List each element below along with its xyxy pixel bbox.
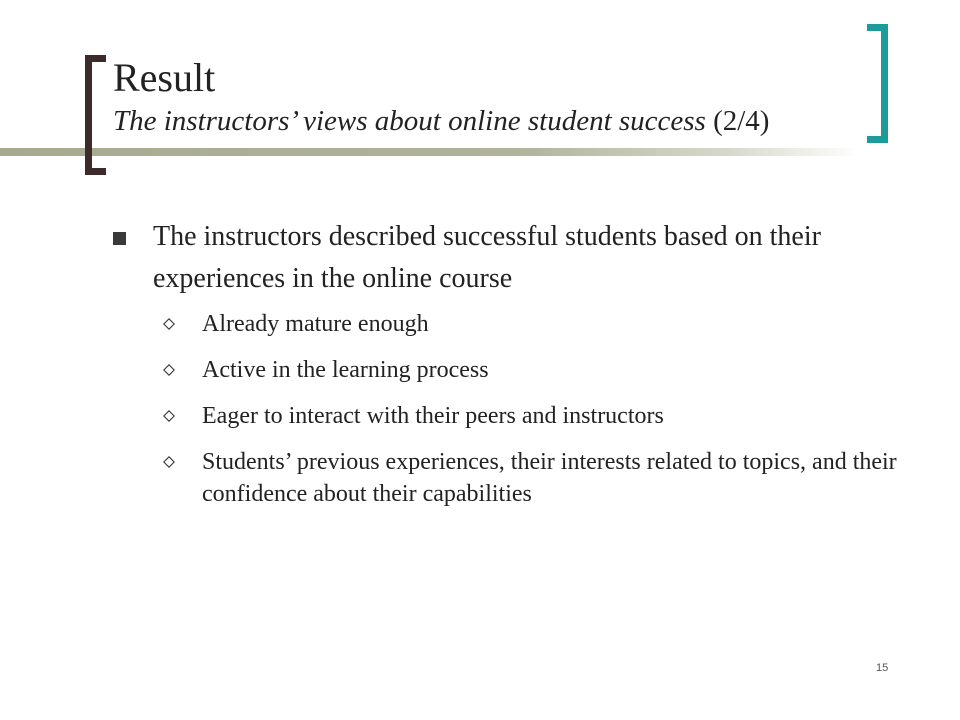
slide-title [113,55,769,139]
main-bullet-text: The instructors described successful students based on their experiences in the online course [153,221,821,294]
right-bracket-decoration [867,24,888,143]
left-bracket-decoration [85,55,106,175]
page-number: 15 [876,662,889,674]
sub-bullet-text: Eager to interact with their peers and instructors [202,403,664,429]
sub-bullet-item [110,308,910,340]
square-bullet-icon [113,232,126,245]
title-subtitle [113,103,769,139]
diamond-bullet-icon [163,318,175,330]
title-rule [0,148,860,156]
sub-bullet-text: Students’ previous experiences, their interests related to topics, and their confidence about their capabilities [202,449,897,507]
title-main: Result [113,55,216,100]
diamond-bullet-icon [163,410,175,422]
diamond-bullet-icon [163,456,175,468]
diamond-bullet-icon [163,364,175,376]
main-bullet [110,216,910,300]
title-subtitle-page-fraction: (2/4) [713,105,770,137]
slide-content [110,216,910,524]
sub-bullet-item [110,446,910,510]
title-subtitle-text: The instructors’ views about online student success [113,105,706,137]
sub-bullet-list [110,308,910,510]
sub-bullet-item [110,354,910,386]
sub-bullet-text: Active in the learning process [202,357,489,383]
sub-bullet-item [110,400,910,432]
sub-bullet-text: Already mature enough [202,311,429,337]
